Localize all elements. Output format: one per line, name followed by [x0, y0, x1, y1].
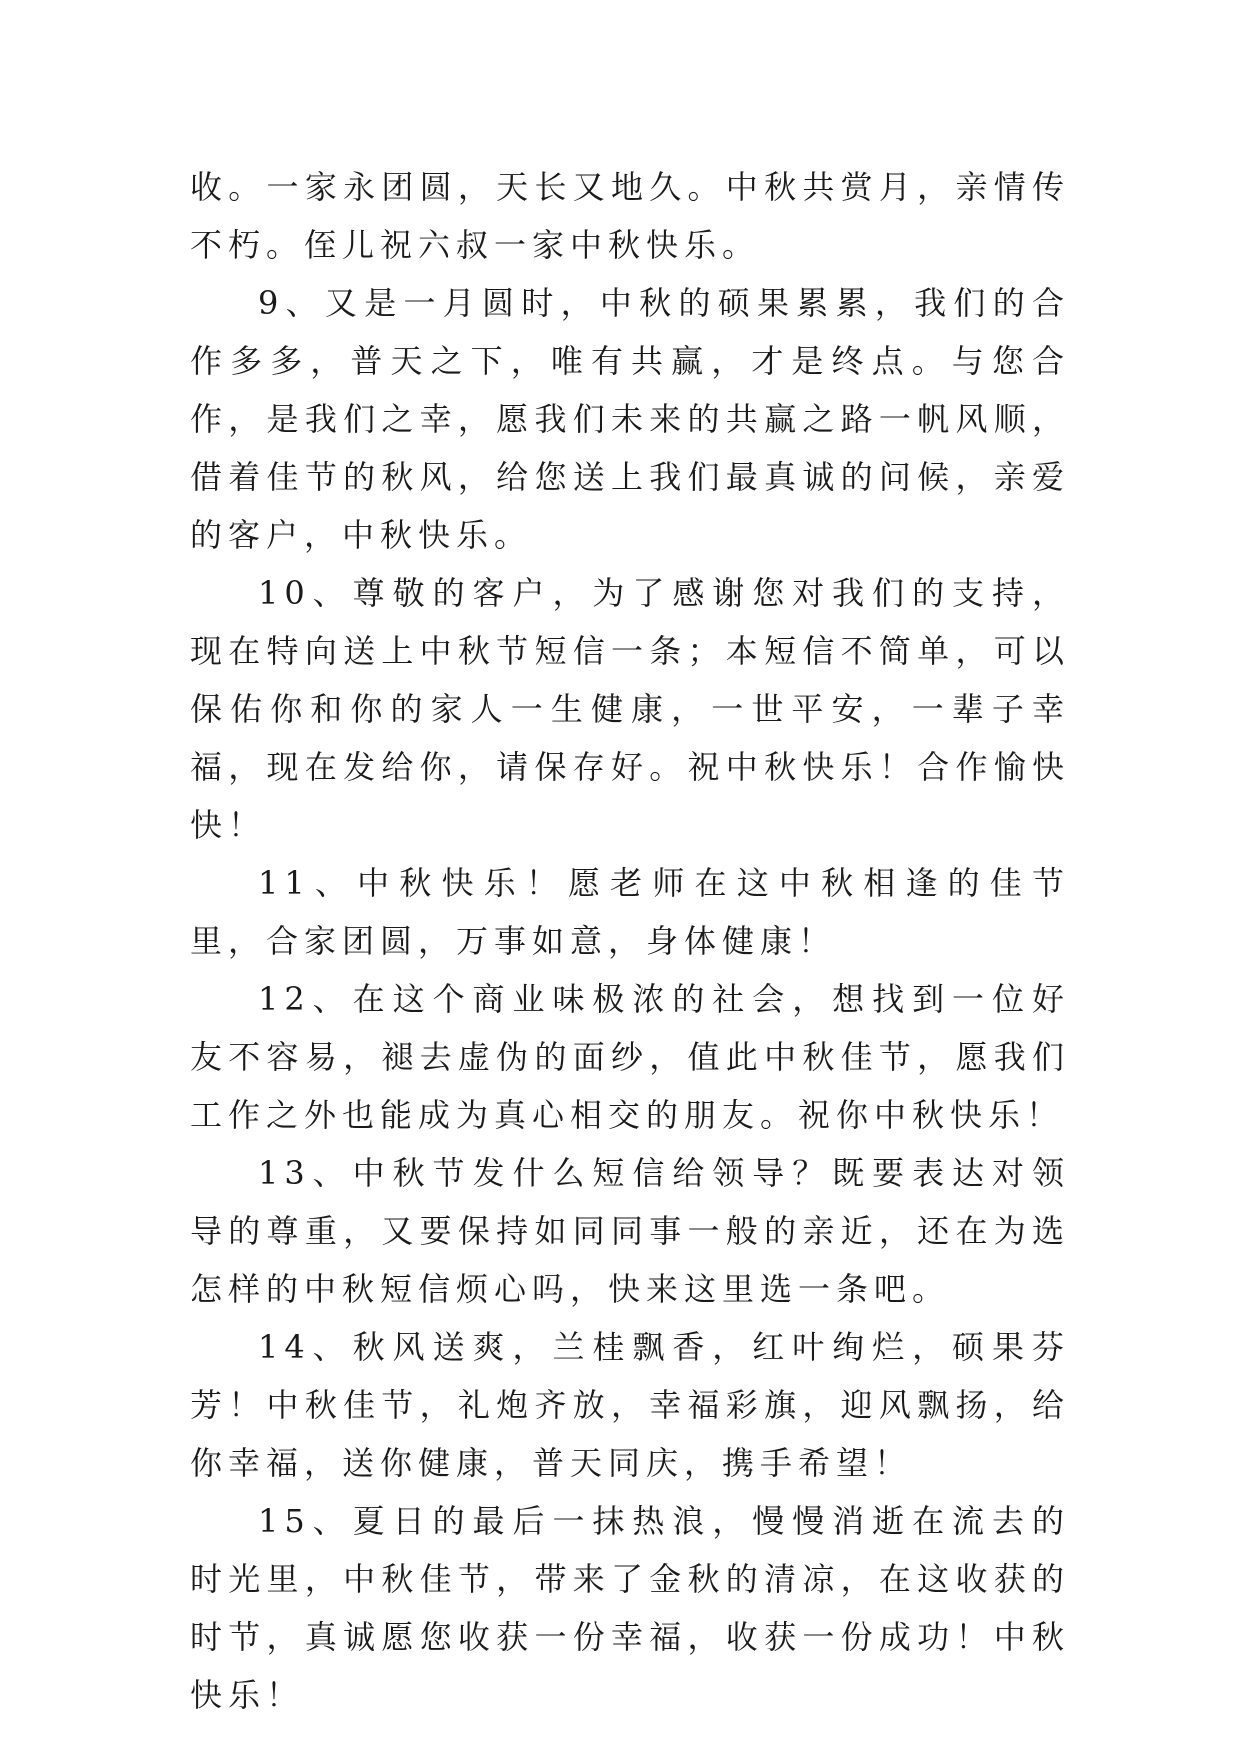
paragraph-item-15: 15、夏日的最后一抹热浪，慢慢消逝在流去的时光里，中秋佳节，带来了金秋的清凉，在这收获的时节，真诚愿您收获一份幸福，收获一份成功！中秋快乐！	[190, 1502, 1070, 1714]
paragraph-item-11: 11、中秋快乐！愿老师在这中秋相逢的佳节里，合家团圆，万事如意，身体健康！	[190, 864, 1070, 960]
paragraph-item-14: 14、秋风送爽，兰桂飘香，红叶绚烂，硕果芬芳！中秋佳节，礼炮齐放，幸福彩旗，迎风飘扬，给你幸福，送你健康，普天同庆，携手希望！	[190, 1328, 1070, 1482]
paragraph-item-12: 12、在这个商业味极浓的社会，想找到一位好友不容易，褪去虚伪的面纱，值此中秋佳节，愿我们工作之外也能成为真心相交的朋友。祝你中秋快乐！	[190, 980, 1070, 1134]
document-body	[190, 158, 1070, 1724]
paragraph-item-10: 10、尊敬的客户，为了感谢您对我们的支持，现在特向送上中秋节短信一条；本短信不简单，可以保佑你和你的家人一生健康，一世平安，一辈子幸福，现在发给你，请保存好。祝中秋快乐！合作愉快快！	[190, 574, 1070, 844]
paragraph-item-9: 9、又是一月圆时，中秋的硕果累累，我们的合作多多，普天之下，唯有共赢，才是终点。与您合作，是我们之幸，愿我们未来的共赢之路一帆风顺，借着佳节的秋风，给您送上我们最真诚的问候，亲爱的客户，中秋快乐。	[190, 284, 1070, 554]
paragraph-continuation: 收。一家永团圆，天长又地久。中秋共赏月，亲情传不朽。侄儿祝六叔一家中秋快乐。	[190, 168, 1070, 264]
paragraph-item-13: 13、中秋节发什么短信给领导？既要表达对领导的尊重，又要保持如同同事一般的亲近，还在为选怎样的中秋短信烦心吗，快来这里选一条吧。	[190, 1154, 1070, 1308]
